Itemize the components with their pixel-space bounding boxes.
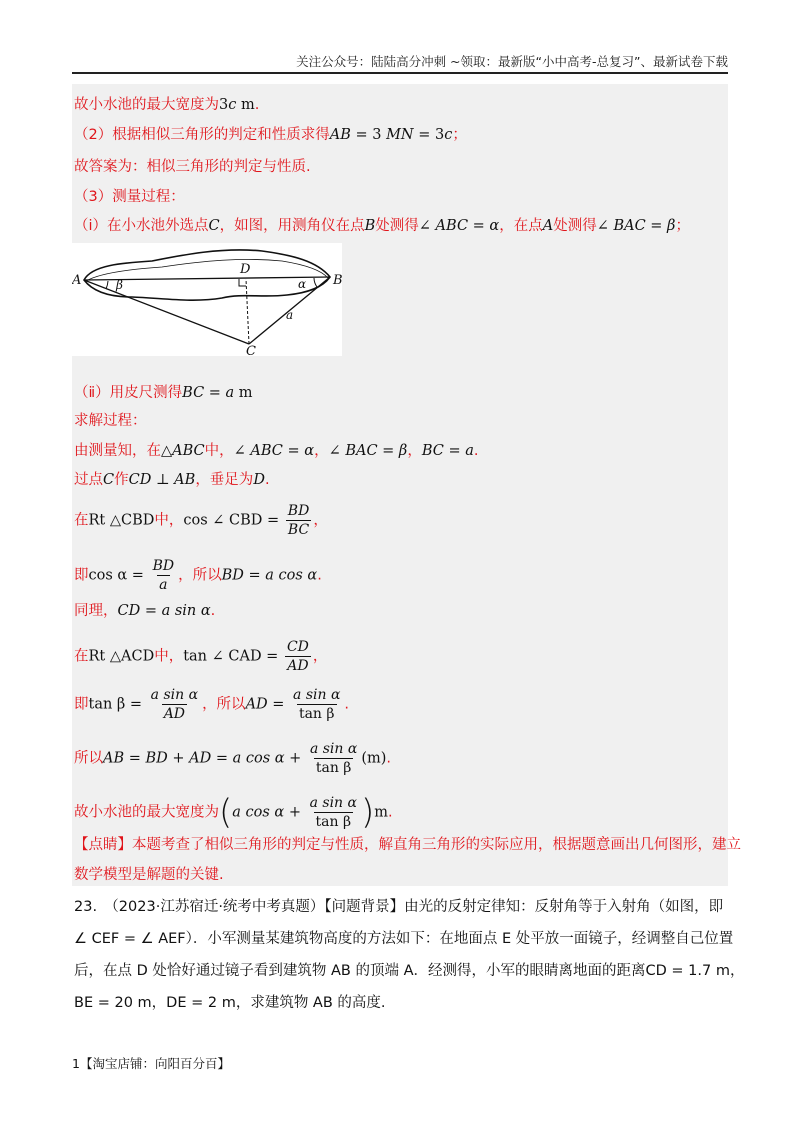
answer-line-7: 求解过程： — [74, 413, 147, 429]
answer-line-6: （ⅱ）用皮尺测得BC = a m — [74, 385, 253, 401]
fraction-cd-ad: $\frac{CD}{AD}$ — [286, 639, 309, 674]
label-d: D — [240, 262, 251, 277]
label-c: C — [246, 344, 256, 356]
right-paren: ) — [360, 792, 375, 833]
answer-line-15: 所以AB = BD + AD = a cos α + $\frac{\text{a sin α}}{\text{tan β}}$ (m). — [74, 741, 392, 776]
fraction-bd-bc: $\frac{BD}{BC}$ — [287, 503, 310, 538]
fraction-bd-a: $\frac{BD}{a}$ — [152, 558, 175, 593]
fraction-asin-tan-2: $\frac{\text{a sin α}}{\text{tan β}}$ — [309, 741, 358, 776]
question-line-1: 23. （2023·江苏宿迁·统考中考真题）【问题背景】由光的反射定律知：反射角等于入射角（如图，即 — [74, 899, 724, 915]
answer-note-1: 【点睛】本题考查了相似三角形的判定与性质，解直角三角形的实际应用，根据题意画出几何图形，建立 — [74, 837, 741, 853]
answer-line-1: 故小水池的最大宽度为3c m. — [74, 97, 260, 113]
answer-line-11: 即cos α = $\frac{BD}{a}$ ，所以BD = a cos α. — [74, 558, 322, 593]
page-header: 关注公众号：陆陆高分冲刺 ~领取：最新版“小中高考-总复习”、最新试卷下载 — [296, 54, 728, 69]
geometry-figure — [72, 243, 342, 356]
angle-arc-alpha — [314, 278, 317, 287]
left-paren: ( — [219, 792, 233, 833]
answer-line-16: 故小水池的最大宽度为(a cos α + $\frac{\text{a sin α}}{\text{tan β}}$ )m. — [74, 792, 393, 833]
answer-line-9: 过点C作CD ⊥ AB，垂足为D. — [74, 472, 270, 488]
answer-line-13: 在Rt △ACD中，tan ∠ CAD = $\frac{CD}{AD}$ ， — [74, 639, 328, 674]
question-line-2: ∠ CEF = ∠ AEF）．小军测量某建筑物高度的方法如下：在地面点 E 处平放一面镜子，经调整自己位置 — [74, 931, 734, 947]
question-line-3: 后，在点 D 处恰好通过镜子看到建筑物 AB 的顶端 A．经测得，小军的眼睛离地面的距离CD = 1.7 m， — [74, 963, 745, 979]
answer-line-4: （3）测量过程： — [74, 189, 185, 205]
segment-cd — [246, 279, 249, 344]
answer-line-14: 即tan β = $\frac{\text{a sin α}}{AD}$ ，所以AD = $\frac{\text{a sin α}}{\text{tan β}}$ . — [74, 687, 350, 722]
segment-ac — [84, 280, 249, 344]
fraction-asin-tan-3: $\frac{\text{a sin α}}{\text{tan β}}$ — [309, 795, 357, 830]
page-footer: 1【淘宝店铺：向阳百分百】 — [72, 1056, 230, 1071]
answer-line-5: （ⅰ）在小水池外选点C，如图，用测角仪在点B处测得∠ ABC = α，在点A处测得∠ BAC = β； — [74, 218, 690, 234]
label-alpha: α — [298, 277, 307, 291]
answer-line-2: （2）根据相似三角形的判定和性质求得AB = 3 MN = 3c； — [74, 127, 467, 143]
pond-outline — [84, 250, 330, 300]
label-beta: β — [116, 278, 123, 292]
fraction-asin-ad: $\frac{\text{a sin α}}{AD}$ — [150, 687, 199, 722]
header-rule — [72, 72, 728, 74]
label-b: B — [333, 273, 342, 288]
answer-line-10: 在Rt △CBD中，cos ∠ CBD = $\frac{BD}{BC}$ ， — [74, 503, 328, 538]
answer-line-8: 由测量知，在△ABC中，∠ ABC = α，∠ BAC = β，BC = a. — [74, 443, 479, 459]
right-angle-mark — [239, 279, 246, 286]
angle-arc-beta — [106, 281, 108, 289]
answer-line-12: 同理，CD = a sin α. — [74, 603, 216, 619]
label-a: A — [72, 273, 82, 288]
pond-triangle-diagram — [72, 243, 342, 356]
fraction-asin-tan: $\frac{\text{a sin α}}{\text{tan β}}$ — [293, 687, 341, 722]
answer-line-3: 故答案为：相似三角形的判定与性质. — [74, 159, 311, 175]
answer-note-2: 数学模型是解题的关键. — [74, 867, 224, 883]
label-side-a: a — [286, 308, 294, 322]
question-line-4: BE = 20 m，DE = 2 m，求建筑物 AB 的高度. — [74, 995, 386, 1011]
